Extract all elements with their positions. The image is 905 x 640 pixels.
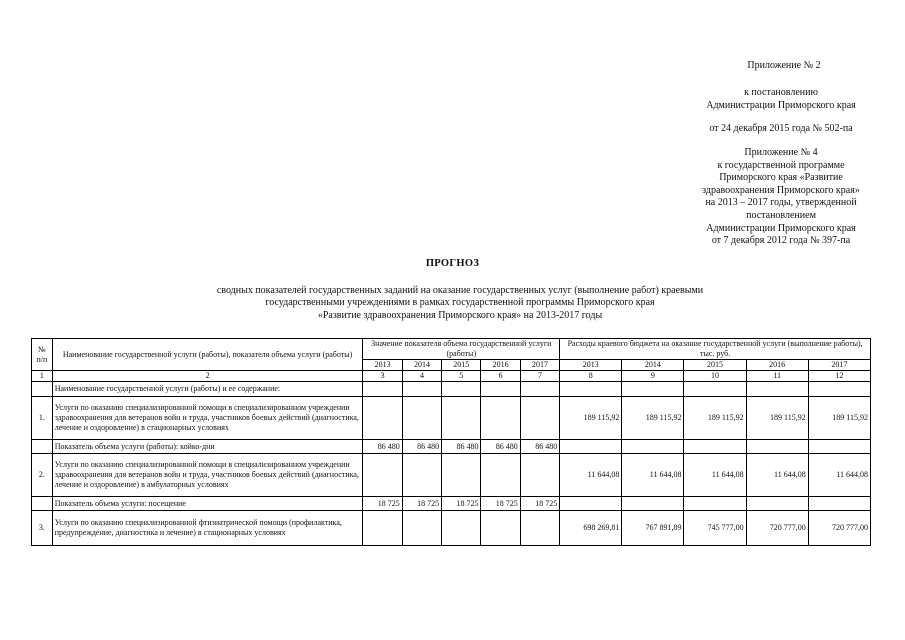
resolution-line: от 24 декабря 2015 года № 502-па (709, 123, 853, 135)
section-row (32, 382, 871, 397)
service-name: Услуги по оказанию специализированной фтизиатрической помощи (профилактика, предупреждение, диагностика и лечение) в стационарных условиях (52, 511, 363, 546)
volume-value: 18 725 (402, 497, 441, 511)
annex-2-title: Приложение № 2 (747, 60, 821, 71)
column-number: 11 (746, 371, 808, 382)
table-row (32, 397, 871, 440)
annex-4-line: постановлением (746, 209, 816, 221)
annex-4-line: здравоохранения Приморского края» (702, 184, 860, 196)
budget-value: 11 644,08 (684, 454, 746, 497)
indicator-row (32, 440, 871, 454)
volume-value: 18 725 (363, 497, 402, 511)
volume-year: 2016 (481, 360, 520, 371)
forecast-table (31, 338, 871, 546)
budget-year: 2013 (560, 360, 622, 371)
column-number-row (32, 371, 871, 382)
column-number: 4 (402, 371, 441, 382)
volume-year: 2015 (442, 360, 481, 371)
volume-value: 18 725 (442, 497, 481, 511)
subtitle-line: сводных показателей государственных заданий на оказание государственных услуг (выполнение работ) краевыми (216, 285, 704, 296)
table-row (32, 511, 871, 546)
budget-value: 11 644,08 (808, 454, 870, 497)
header-budget: Расходы краевого бюджета на оказание государственной услуги (выполнение работы), тыс. руб. (560, 339, 871, 360)
column-number: 3 (363, 371, 402, 382)
annex-4-line: к государственной программе (717, 159, 845, 171)
annex-4-line: Приморского края «Развитие (719, 172, 843, 184)
budget-value: 767 891,89 (622, 511, 684, 546)
document-subtitle (140, 285, 780, 322)
volume-value: 18 725 (520, 497, 559, 511)
budget-value: 720 777,00 (808, 511, 870, 546)
document-title: ПРОГНОЗ (425, 258, 480, 269)
annex-4-reference (676, 147, 886, 248)
header-name: Наименование государственной услуги (работы), показателя объема услуги (работы) (52, 339, 363, 371)
resolution-line: Администрации Приморского края (706, 99, 856, 111)
column-number: 10 (684, 371, 746, 382)
budget-value: 189 115,92 (808, 397, 870, 440)
budget-value: 11 644,08 (560, 454, 622, 497)
volume-year: 2014 (402, 360, 441, 371)
budget-value: 11 644,08 (746, 454, 808, 497)
column-number: 12 (808, 371, 870, 382)
volume-value: 86 480 (363, 440, 402, 454)
annex-4-line: Администрации Приморского края (706, 222, 856, 234)
budget-value: 189 115,92 (622, 397, 684, 440)
budget-value: 745 777,00 (684, 511, 746, 546)
service-name: Услуги по оказанию специализированной помощи в специализированном учреждении здравоохранения для ветеранов войн и труда, участников боевых действий (диагностика, лечение и оздоровление) в стационарных условиях (52, 397, 363, 440)
column-number: 5 (442, 371, 481, 382)
annex-4-line: от 7 декабря 2012 года № 397-па (711, 235, 851, 247)
column-number: 9 (622, 371, 684, 382)
column-number: 2 (52, 371, 363, 382)
volume-value: 86 480 (520, 440, 559, 454)
column-number: 8 (560, 371, 622, 382)
budget-value: 11 644,08 (622, 454, 684, 497)
row-number: 2. (32, 454, 53, 497)
column-number: 7 (520, 371, 559, 382)
annex-2-label (724, 60, 844, 73)
indicator-label: Показатель объема услуги: посещение (52, 497, 363, 511)
volume-value: 18 725 (481, 497, 520, 511)
volume-value: 86 480 (442, 440, 481, 454)
volume-year: 2017 (520, 360, 559, 371)
indicator-label: Показатель объема услуги (работы): койко-дни (52, 440, 363, 454)
budget-year: 2015 (684, 360, 746, 371)
subtitle-line: государственными учреждениями в рамках государственной программы Приморского края (265, 297, 655, 309)
service-name: Услуги по оказанию специализированной помощи в специализированном учреждении здравоохранения для ветеранов войн и труда, участников боевых действий (диагностика, лечение и оздоровление) в амбулаторных условиях (52, 454, 363, 497)
column-number: 1 (32, 371, 53, 382)
section-label: Наименование государственной услуги (работы) и ее содержание: (52, 382, 363, 397)
column-number: 6 (481, 371, 520, 382)
header-volume: Значение показателя объема государственной услуги (работы) (363, 339, 560, 360)
volume-value: 86 480 (402, 440, 441, 454)
volume-value: 86 480 (481, 440, 520, 454)
budget-value: 189 115,92 (684, 397, 746, 440)
resolution-line: к постановлению (744, 87, 818, 98)
budget-year: 2016 (746, 360, 808, 371)
table-row (32, 454, 871, 497)
row-number: 3. (32, 511, 53, 546)
row-number: 1. (32, 397, 53, 440)
indicator-row (32, 497, 871, 511)
budget-value: 189 115,92 (746, 397, 808, 440)
volume-year: 2013 (363, 360, 402, 371)
annex-4-line: Приложение № 4 (744, 147, 818, 158)
budget-value: 720 777,00 (746, 511, 808, 546)
resolution-reference (676, 87, 886, 136)
budget-value: 189 115,92 (560, 397, 622, 440)
subtitle-line: «Развитие здравоохранения Приморского края» на 2013-2017 годы (317, 309, 603, 321)
budget-year: 2014 (622, 360, 684, 371)
budget-value: 698 269,81 (560, 511, 622, 546)
annex-4-line: на 2013 – 2017 годы, утвержденной (705, 197, 857, 209)
budget-year: 2017 (808, 360, 870, 371)
header-num: № п/п (32, 339, 53, 371)
